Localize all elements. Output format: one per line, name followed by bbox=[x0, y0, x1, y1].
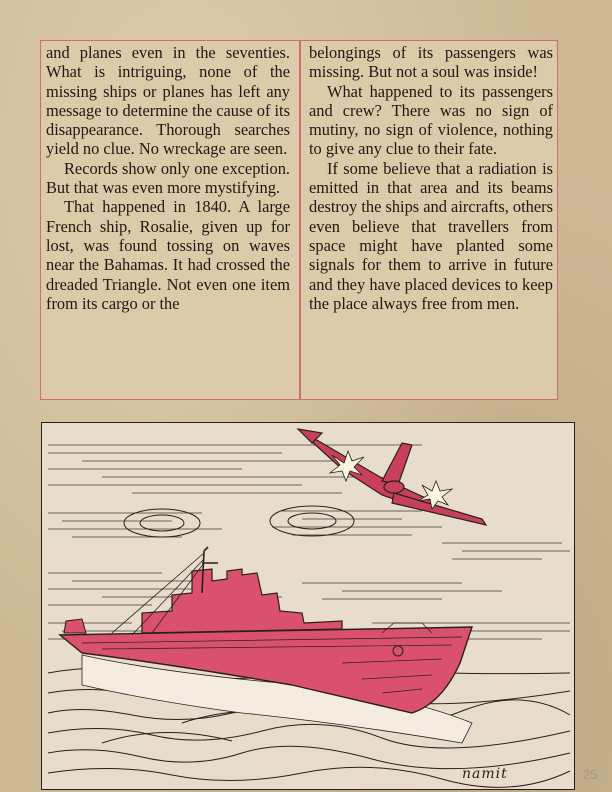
illustration-drawing bbox=[42, 423, 575, 790]
page-number: 25 bbox=[583, 767, 598, 782]
sky-hatching bbox=[48, 445, 570, 639]
paragraph: Records show only one exception. But that was even more mystifying. bbox=[46, 158, 290, 198]
paragraph: and planes even in the seventies. What is intriguing, none of the missing ships or planes has left any message to determine the cause of its disappearance. Thorough searches yield no clue. No wreckage are seen. bbox=[46, 43, 290, 159]
left-text-column bbox=[46, 43, 290, 313]
paragraph: belongings of its passengers was missing. But not a soul was inside! bbox=[309, 43, 553, 82]
column-divider bbox=[299, 41, 301, 399]
ship-and-plane-illustration bbox=[41, 422, 575, 790]
ship-superstructure bbox=[142, 569, 342, 633]
paragraph: That happened in 1840. A large French ship, Rosalie, given up for lost, was found tossing on waves near the Bahamas. It had crossed the dreaded Triangle. Not even one item from its cargo or the bbox=[46, 197, 290, 313]
right-text-column bbox=[309, 43, 553, 313]
paragraph: What happened to its passengers and crew? There was no sign of mutiny, no sign of violence, nothing to give any clue to their fate. bbox=[309, 81, 553, 159]
artist-signature: namit bbox=[462, 766, 508, 782]
ship-fore-turret bbox=[64, 619, 86, 633]
paragraph: If some believe that a radiation is emitted in that area and its beams destroy the ships and aircrafts, others even believe that travellers from space might have planted some signals for them to arrive in future and they have placed devices to keep the place always free from men. bbox=[309, 158, 553, 313]
article-text-box bbox=[40, 40, 558, 400]
